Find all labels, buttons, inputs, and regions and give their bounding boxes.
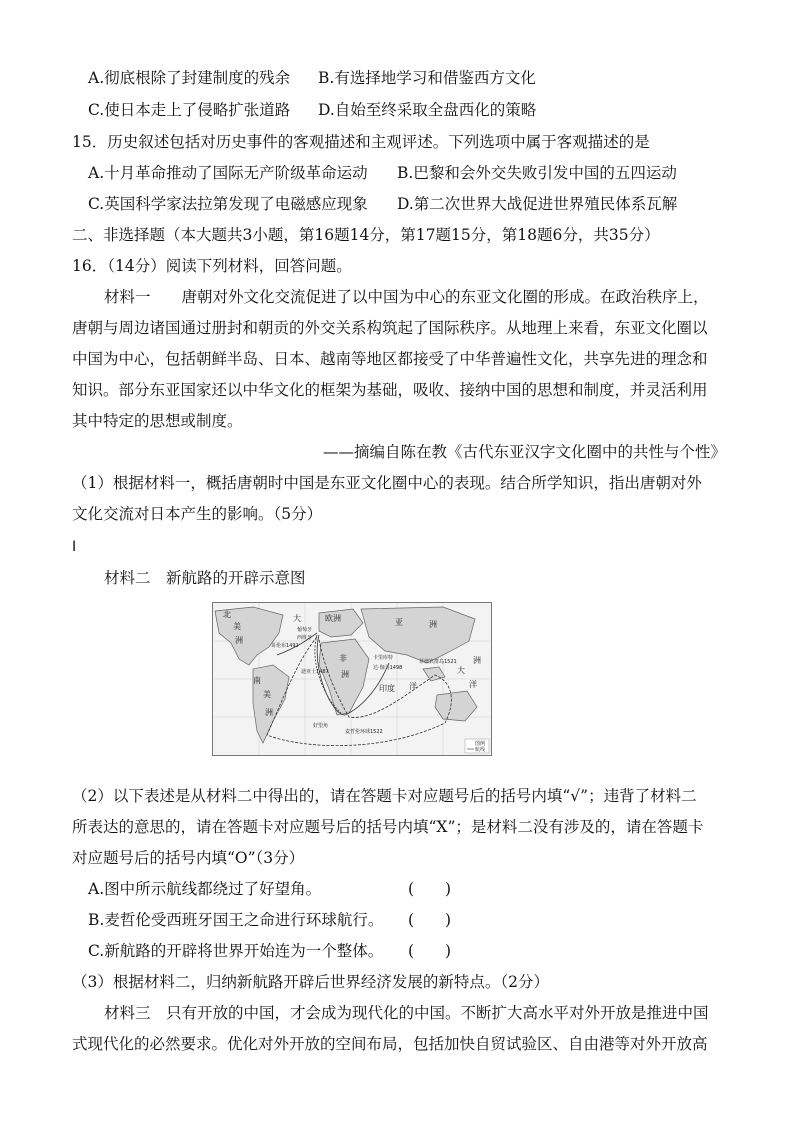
map-label-calicut: 卡里库特 (373, 655, 394, 661)
material-3-line: 式现代化的必然要求。优化对外开放的空间布局，包括加快自贸试验区、自由港等对外开放高 (72, 1035, 708, 1053)
map-label-europe: 欧洲 (325, 614, 341, 623)
q14-option-c: C.使日本走上了侵略扩张道路 (88, 101, 291, 119)
map-legend-title: 图例 (475, 741, 486, 747)
map-label-asia-ya: 亚 (395, 618, 403, 627)
judge-bracket-b[interactable]: ( ) (408, 911, 452, 929)
material-1-line: 材料一 唐朝对外文化交流促进了以中国为中心的东亚文化圈的形成。在政治秩序上， (104, 288, 709, 306)
subquestion-1-line: 文化交流对日本产生的影响。（5分） (72, 505, 323, 523)
map-label-pacific-da: 大 (457, 666, 465, 675)
q14-option-b: B.有选择地学习和借鉴西方文化 (318, 69, 536, 87)
judge-bracket-a[interactable]: ( ) (408, 880, 452, 898)
subquestion-2-line: （2）以下表述是从材料二中得出的，请在答题卡对应题号后的括号内填“√”；违背了材料二 (72, 787, 697, 805)
map-label-asia-zhou: 洲 (429, 620, 437, 629)
judge-item-b: B.麦哲伦受西班牙国王之命进行环球航行。 (88, 911, 384, 929)
map-label-da: 大 (293, 614, 301, 623)
world-map (213, 603, 491, 755)
australia-land (435, 691, 477, 721)
subquestion-3: （3）根据材料二，归纳新航路开辟后世界经济发展的新特点。（2分） (72, 973, 549, 991)
q15-option-a: A.十月革命推动了国际无产阶级革命运动 (88, 164, 368, 182)
judge-item-a: A.图中所示航线都绕过了好望角。 (88, 880, 322, 898)
material-1-line: 其中特定的思想或制度。 (72, 412, 243, 430)
material-1-line: 唐朝与周边诸国通过册封和朝贡的外交关系构筑起了国际秩序。从地理上来看，东亚文化圈以 (72, 319, 708, 337)
map-label-america: 美 (233, 622, 241, 631)
q15-stem: 15．历史叙述包括对历史事件的客观描述和主观评述。下列选项中属于客观描述的是 (72, 133, 650, 151)
subquestion-2-line: 对应题号后的括号内填“O”（3分） (72, 849, 305, 867)
map-label-africa-zhou: 洲 (341, 670, 349, 679)
map-label-india: 印度 (379, 684, 395, 693)
q14-option-a: A.彻底根除了封建制度的残余 (88, 69, 291, 87)
q16-stem: 16．（14分）阅读下列材料，回答问题。 (72, 257, 352, 275)
map-label-north: 北 (223, 610, 231, 619)
map-legend (465, 739, 489, 753)
map-label-philippines: 菲律宾群岛1521 (419, 659, 457, 665)
material-1-source: ——摘编自陈在教《古代东亚汉字文化圈中的共性与个性》 (322, 443, 726, 461)
material-1-line: 中国为中心，包括朝鲜半岛、日本、越南等地区都接受了中华普遍性文化，共享先进的理念和 (72, 350, 708, 368)
map-label-columbus: 哥伦布1492 (271, 643, 299, 649)
q15-option-c: C.英国科学家法拉第发现了电磁感应现象 (88, 195, 368, 213)
map-label-ocean: 洋 (409, 682, 417, 691)
new-sea-routes-map (212, 602, 492, 756)
material-1-line: 知识。部分东亚国家还以中华文化的框架为基础，吸收、接纳中国的思想和制度，并灵活利用 (72, 381, 708, 399)
map-label-magellan: 麦哲伦环球1522 (345, 729, 383, 735)
judge-item-c: C.新航路的开辟将世界开始连为一个整体。 (88, 942, 384, 960)
map-legend-route: 航线 (475, 747, 486, 753)
subquestion-2-line: 所表达的意思的，请在答题卡对应题号后的括号内填“X”；是材料二没有涉及的，请在答题卡 (72, 818, 704, 836)
map-label-africa-fei: 非 (339, 654, 347, 663)
map-label-south-america-mei: 美 (263, 690, 271, 699)
map-label-dias: 迪亚士1487 (301, 669, 329, 675)
subquestion-1-line: （1）根据材料一，概括唐朝时中国是东亚文化圈中心的表现。结合所学知识，指出唐朝对外 (72, 474, 702, 492)
q14-option-d: D.自始至终采取全盘西化的策略 (318, 101, 537, 119)
q15-option-b: B.巴黎和会外交失败引发中国的五四运动 (397, 164, 677, 182)
map-label-portugal: 葡萄牙 (297, 627, 313, 633)
q15-option-d: D.第二次世界大战促进世界殖民体系瓦解 (397, 195, 678, 213)
map-label-continent: 洲 (235, 636, 243, 645)
map-label-gama: 达·伽马1498 (373, 665, 403, 671)
material-2-title: 材料二 新航路的开辟示意图 (104, 569, 306, 587)
map-label-south: 南 (253, 676, 261, 685)
map-label-australia: 洲 (473, 656, 481, 665)
map-label-pacific-yang: 洋 (469, 680, 477, 689)
judge-bracket-c[interactable]: ( ) (408, 942, 452, 960)
section-heading: 二、非选择题（本大题共3小题，第16题14分，第17题15分，第18题6分，共35分） (72, 226, 660, 244)
map-label-south-america-zhou: 洲 (265, 708, 273, 717)
map-label-good-hope: 好望角 (313, 723, 329, 729)
text-cursor: I (72, 539, 77, 555)
map-label-spain: 西班牙 (297, 635, 313, 641)
material-3-line: 材料三 只有开放的中国，才会成为现代化的中国。不断扩大高水平对外开放是推进中国 (104, 1004, 709, 1022)
